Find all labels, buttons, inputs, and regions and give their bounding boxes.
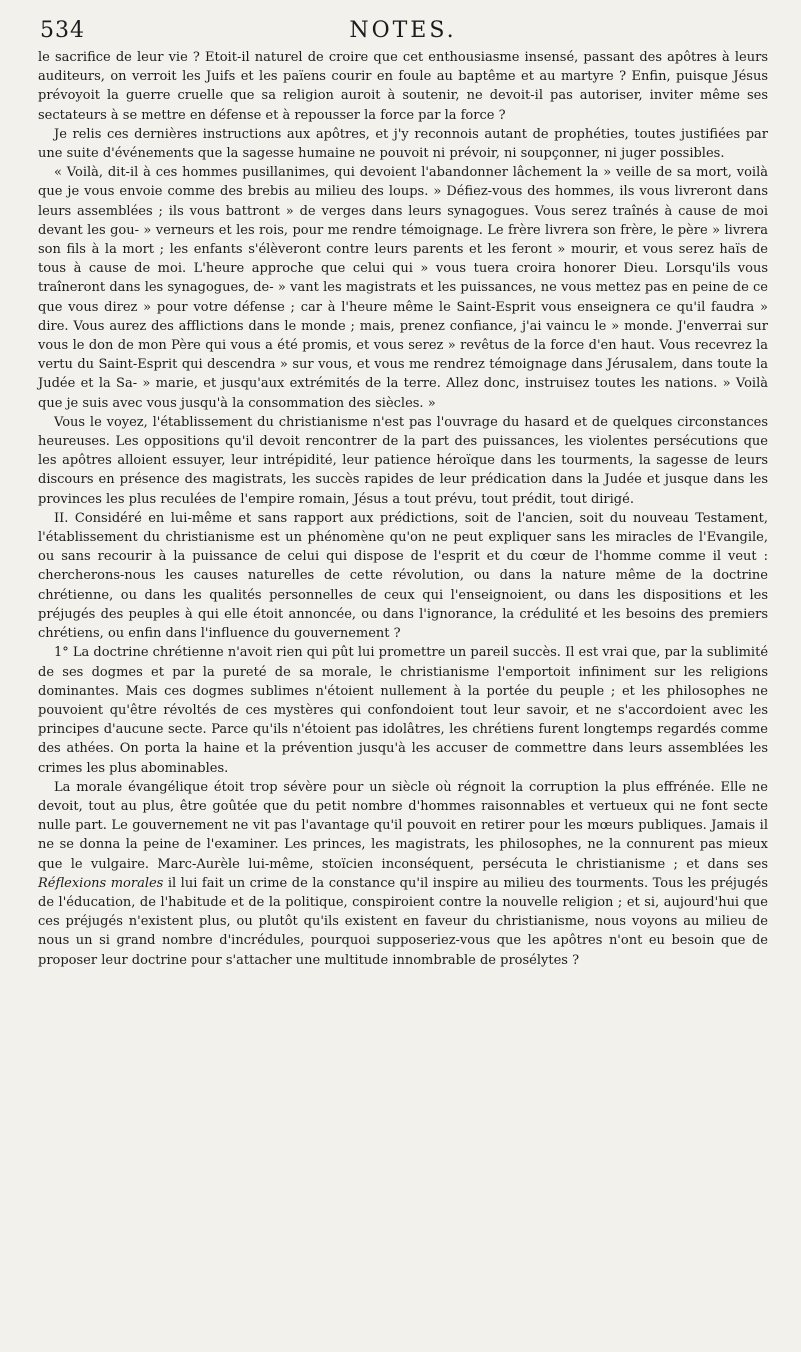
body-text: [38, 48, 768, 970]
quotation-instructions: « Voilà, dit-il à ces hommes pusillanimes, qui devoient l'abandonner lâchement la » veille de sa mort, voilà que je vous envoie comme des brebis au milieu des loups. » Défiez-vous des hommes, ils vous livreront dans leurs assemblées ; ils vous battront » de verges dans leurs synagogues. Vous serez traînés à cause de moi devant les gou- » verneurs et les rois, pour me rendre témoignage. Le frère livrera son frère, le père » livrera son fils à la mort ; les enfants s'élèveront contre leurs parents et les feront » mourir, et vous serez haïs de tous à cause de moi. L'heure approche que celui qui » vous tuera croira honorer Dieu. Lorsqu'ils vous traîneront dans les synagogues, de- » vant les magistrats et les puissances, ne vous mettez pas en peine de ce que vous direz » pour votre défense ; car à l'heure même le Saint-Esprit vous enseignera ce qu'il faudra » dire. Vous aurez des afflictions dans le monde ; mais, prenez confiance, j'ai vaincu le » monde. J'enverrai sur vous le don de mon Père qui vous a été promis, et vous serez » revêtus de la force d'en haut. Vous recevrez la vertu du Saint-Esprit qui descendra » sur vous, et vous me rendrez témoignage dans Jérusalem, dans toute la Judée et la Sa- » marie, et jusqu'aux extrémités de la terre. Allez donc, instruisez toutes les nations. » Voilà que je suis avec vous jusqu'à la consommation des siècles. »: [38, 165, 768, 411]
book-title-reflexions: Réflexions morales: [38, 875, 164, 891]
page-number: 534: [40, 18, 85, 43]
running-head: [38, 18, 768, 48]
paragraph-morale: [38, 778, 768, 970]
paragraph-point-one: 1° La doctrine chrétienne n'avoit rien qui pût lui promettre un pareil succès. Il est vrai que, par la sublimité de ses dogmes et par la pureté de sa morale, le christianisme l'emportoit infiniment sur les religions dominantes. Mais ces dogmes sublimes n'étoient nullement à la portée du peuple ; et les philosophes ne pouvoient qu'être révoltés de ces mystères qui confondoient tout leur savoir, et ne s'accordoient avec les principes d'aucune secte. Parce qu'ils n'étoient pas idolâtres, les chrétiens furent longtemps regardés comme des athées. On porta la haine et la prévention jusqu'à les accuser de commettre dans leurs assemblées les crimes les plus abominables.: [38, 645, 769, 776]
book-page: [38, 18, 768, 1338]
paragraph-conclusion: Vous le voyez, l'établissement du christianisme n'est pas l'ouvrage du hasard et de quelques circonstances heureuses. Les oppositions qu'il devoit rencontrer de la part des puissances, les violentes persécutions que les apôtres alloient essuyer, leur intrépidité, leur patience héroïque dans les tourments, la sagesse de leurs discours en présence des magistrats, les succès rapides de leur prédication dans la Judée et jusque dans les provinces les plus reculées de l'empire romain, Jésus a tout prévu, tout prédit, tout dirigé.: [38, 414, 768, 507]
paragraph-prophecies: Je relis ces dernières instructions aux apôtres, et j'y reconnois autant de prophéties, toutes justifiées par une suite d'événements que la sagesse humaine ne pouvoit ni prévoir, ni soupçonner, ni juger possibles.: [38, 126, 768, 162]
paragraph-morale-text-end: il lui fait un crime de la constance qu'il inspire au milieu des tourments. Tous les préjugés de l'éducation, de l'habitude et de la politique, conspiroient contre la nouvelle religion ; et si, aujourd'hui que ces préjugés n'existent plus, ou plutôt qu'ils existent en faveur du christianisme, nous voyons au milieu de nous un si grand nombre d'incrédules, pourquoi supposeriez-vous que les apôtres n'ont eu besoin que de proposer leur doctrine pour s'attacher une multitude innombrable de prosélytes ?: [38, 875, 768, 968]
running-title: NOTES.: [349, 18, 457, 43]
paragraph-section-two: II. Considéré en lui-même et sans rapport aux prédictions, soit de l'ancien, soit du nouveau Testament, l'établissement du christianisme est un phénomène qu'on ne peut expliquer sans les miracles de l'Evangile, ou sans recourir à la puissance de celui qui dispose de l'esprit et du cœur de l'homme comme il veut : chercherons-nous les causes naturelles de cette révolution, ou dans la nature même de la doctrine chrétienne, ou dans les qualités personnelles de ceux qui l'enseignoient, ou dans les dispositions et les préjugés des peuples à qui elle étoit annoncée, ou dans l'ignorance, la crédulité et les besoins des premiers chrétiens, ou enfin dans l'influence du gouvernement ?: [38, 510, 768, 642]
paragraph-continuation: le sacrifice de leur vie ? Etoit-il naturel de croire que cet enthousiasme insensé, passant des apôtres à leurs auditeurs, on verroit les Juifs et les païens courir en foule au baptême et au martyre ? Enfin, puisque Jésus prévoyoit la guerre cruelle que sa religion auroit à soutenir, ne devoit-il pas autoriser, inviter même ses sectateurs à se mettre en défense et à repousser la force par la force ?: [38, 50, 768, 123]
paragraph-morale-text: La morale évangélique étoit trop sévère pour un siècle où régnoit la corruption la plus effrénée. Elle ne devoit, tout au plus, être goûtée que du petit nombre d'hommes raisonnables et vertueux qui ne font secte nulle part. Le gouvernement ne vit pas l'avantage qu'il pouvoit en retirer pour les mœurs publiques. Jamais il ne se donna la peine de l'examiner. Les princes, les magistrats, les philosophes, ne la connurent pas mieux que le vulgaire. Marc-Aurèle lui-même, stoïcien inconséquent, persécuta le christianisme ; et dans ses: [38, 779, 768, 872]
